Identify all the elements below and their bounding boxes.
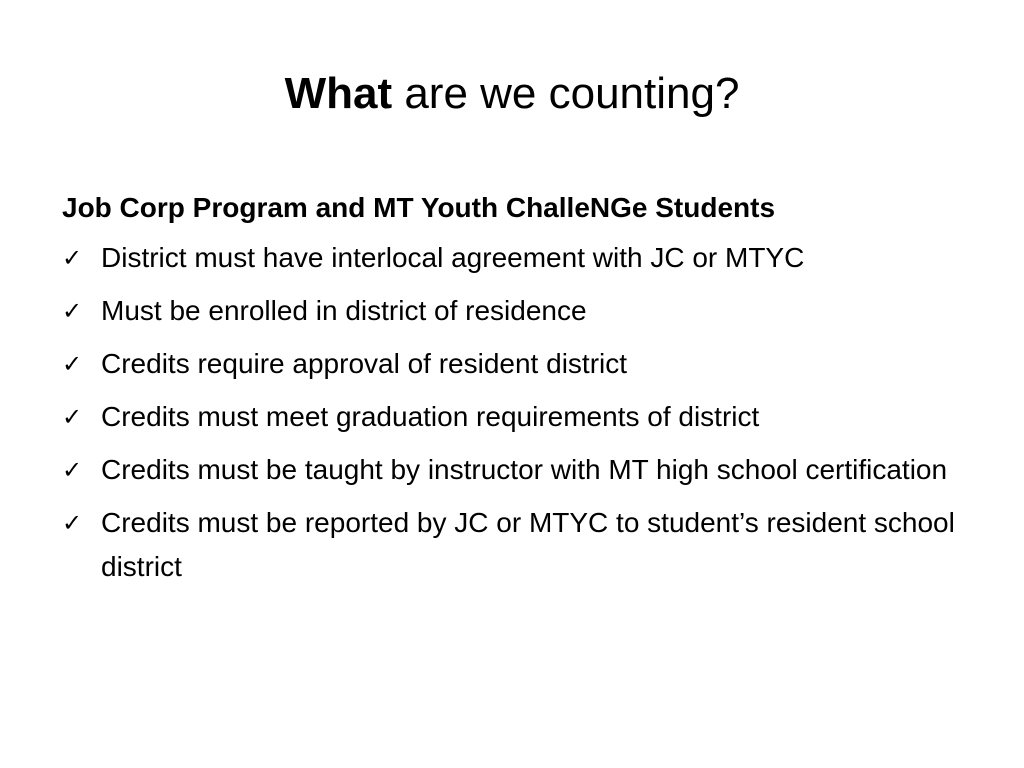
list-item <box>62 342 962 386</box>
list-item <box>62 236 962 280</box>
list-item <box>62 448 962 492</box>
list-item-text: Credits must be reported by JC or MTYC to student’s resident school district <box>101 507 955 582</box>
checkmark-icon: ✓ <box>62 509 83 537</box>
list-item-text: Credits must be taught by instructor with MT high school certification <box>101 454 948 485</box>
slide-title <box>0 62 1024 126</box>
checkmark-icon: ✓ <box>62 297 83 325</box>
checkmark-icon: ✓ <box>62 350 83 378</box>
slide-title-bold: What <box>284 69 393 118</box>
list-item-text: Credits require approval of resident district <box>101 348 628 379</box>
list-item-text: Must be enrolled in district of residence <box>101 295 587 326</box>
slide-title-rest: are we counting? <box>392 69 740 118</box>
slide-content <box>62 186 962 598</box>
list-item <box>62 395 962 439</box>
section-heading: Job Corp Program and MT Youth ChalleNGe Students <box>62 192 776 223</box>
checkmark-icon: ✓ <box>62 403 83 431</box>
list-item <box>62 501 962 589</box>
list-item-text: Credits must meet graduation requirements of district <box>101 401 760 432</box>
checkmark-icon: ✓ <box>62 456 83 484</box>
checklist <box>62 236 962 589</box>
list-item-text: District must have interlocal agreement with JC or MTYC <box>101 242 805 273</box>
list-item <box>62 289 962 333</box>
checkmark-icon: ✓ <box>62 244 83 272</box>
